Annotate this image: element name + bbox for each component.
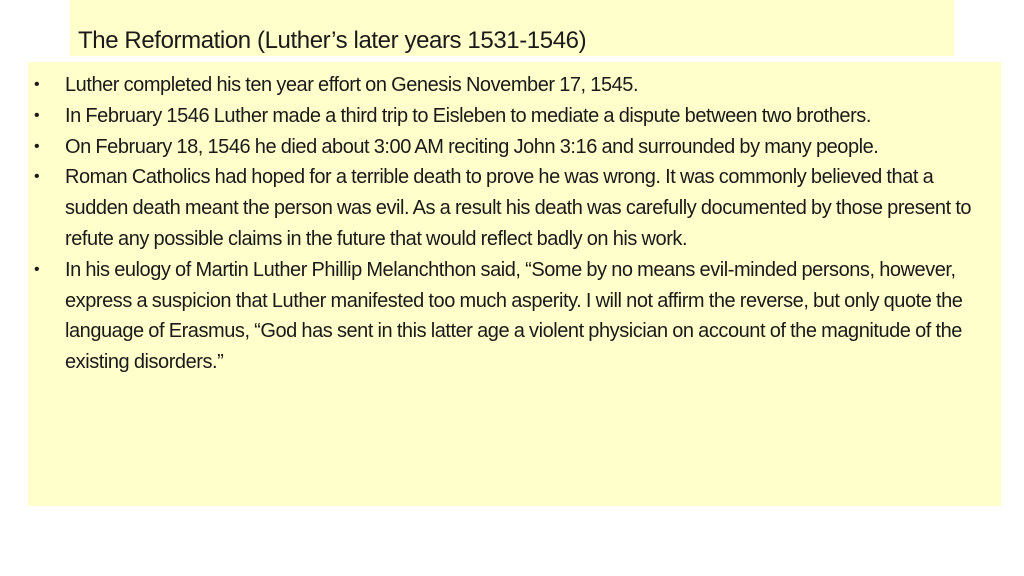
bullet-text: Roman Catholics had hoped for a terrible death to prove he was wrong. It was commonly believed that a sudden death meant the person was evil. As a result his death was carefully documented by those present to refute any possible claims in the future that would reflect badly on his work.: [65, 166, 972, 250]
title-box: [70, 0, 954, 56]
bullet-list: [28, 70, 990, 378]
bullet-item: [28, 101, 990, 132]
bullet-item: [28, 255, 990, 378]
bullet-dot-icon: •: [34, 260, 40, 278]
bullet-text: In his eulogy of Martin Luther Phillip Melanchthon said, “Some by no means evil-minded persons, however, express a suspicion that Luther manifested too much asperity. I will not affirm the reverse, but only quote the language of Erasmus, “God has sent in this latter age a violent physician on account of the magnitude of the existing disorders.”: [65, 258, 963, 374]
bullet-text: On February 18, 1546 he died about 3:00 AM reciting John 3:16 and surrounded by many people.: [65, 135, 879, 158]
bullet-item: [28, 162, 990, 254]
slide-title: The Reformation (Luther’s later years 1531-1546): [78, 27, 587, 54]
bullet-dot-icon: •: [34, 76, 40, 93]
bullet-dot-icon: •: [34, 137, 40, 155]
bullet-dot-icon: •: [34, 168, 40, 186]
bullet-item: [28, 132, 990, 163]
bullet-text: Luther completed his ten year effort on Genesis November 17, 1545.: [65, 74, 639, 96]
content-box: [28, 62, 1001, 506]
bullet-dot-icon: •: [34, 106, 40, 124]
bullet-item: [28, 70, 990, 101]
bullet-text: In February 1546 Luther made a third trip to Eisleben to mediate a dispute between two brothers.: [65, 104, 871, 127]
